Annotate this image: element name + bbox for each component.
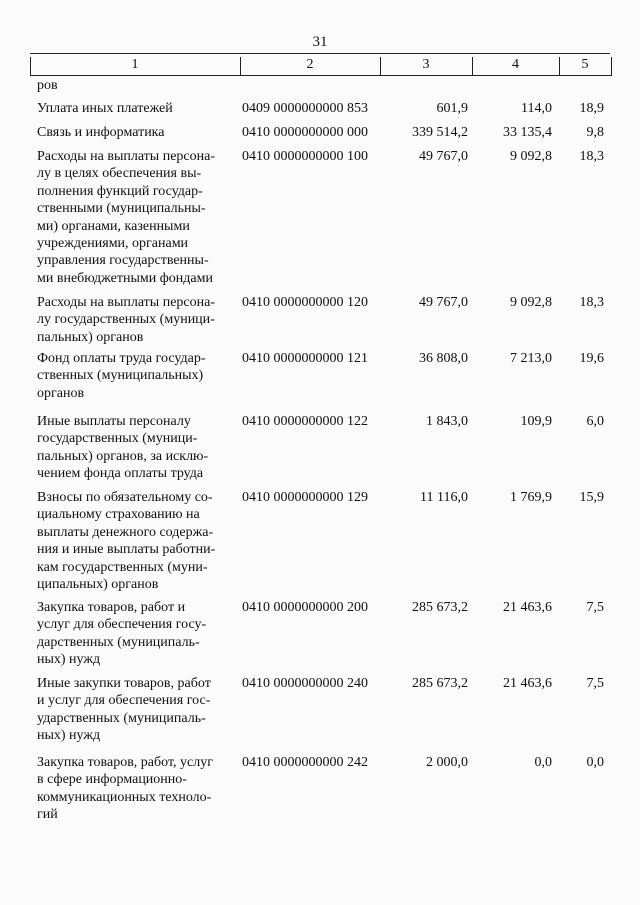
row-value-3: 285 673,2 — [412, 676, 468, 691]
row-value-4: 109,9 — [520, 414, 552, 429]
page-number: 31 — [312, 34, 328, 50]
row-value-3: 36 808,0 — [419, 351, 468, 366]
header-rule — [30, 53, 610, 54]
row-value-5: 0,0 — [586, 755, 604, 770]
row-value-4: 0,0 — [534, 755, 552, 770]
row-value-5: 7,5 — [586, 600, 604, 615]
row-value-3: 339 514,2 — [412, 125, 468, 140]
row-value-5: 9,8 — [586, 125, 604, 140]
row-code: 0410 0000000000 122 — [242, 414, 368, 429]
row-value-5: 6,0 — [586, 414, 604, 429]
row-value-3: 285 673,2 — [412, 600, 468, 615]
row-name: Закупка товаров, работ и услуг для обеспечения госу- дарственных (муниципаль- ных) нужд — [37, 600, 207, 668]
column-header-row — [0, 57, 640, 77]
row-name: Расходы на выплаты персона- лу государственных (муници- пальных) органов — [37, 295, 215, 345]
row-value-5: 15,9 — [579, 490, 604, 505]
row-value-5: 18,3 — [579, 149, 604, 164]
row-value-4: 1 769,9 — [510, 490, 552, 505]
row-name: Закупка товаров, работ, услуг в сфере информационно- коммуникационных техноло- гий — [37, 755, 213, 823]
row-value-3: 601,9 — [436, 101, 468, 116]
col-header-3: 3 — [422, 57, 430, 72]
row-value-4: 114,0 — [521, 101, 552, 116]
row-value-4: 9 092,8 — [510, 149, 552, 164]
row-name: Фонд оплаты труда государ- ственных (муниципальных) органов — [37, 351, 206, 401]
row-code: 0410 0000000000 120 — [242, 295, 368, 310]
continuation-text: ров — [37, 78, 58, 93]
col-header-4: 4 — [512, 57, 519, 72]
row-code: 0410 0000000000 200 — [242, 600, 368, 615]
row-name: Иные выплаты персоналу государственных (муници- пальных) органов, за исклю- чением фонда оплаты труда — [37, 414, 209, 482]
row-value-4: 9 092,8 — [510, 295, 552, 310]
row-value-5: 19,6 — [579, 351, 604, 366]
row-code: 0409 0000000000 853 — [242, 101, 368, 116]
row-value-3: 49 767,0 — [419, 295, 468, 310]
row-name: Связь и информатика — [37, 125, 165, 140]
row-code: 0410 0000000000 100 — [242, 149, 368, 164]
row-value-4: 33 135,4 — [503, 125, 552, 140]
row-name: Расходы на выплаты персона- лу в целях обеспечения вы- полнения функций государ- ственными (муниципальны- ми) органами, казенными учреждениями, органами управления государственны- ми внебюджетными фондами — [37, 149, 215, 286]
row-value-4: 21 463,6 — [503, 600, 552, 615]
row-value-3: 49 767,0 — [419, 149, 468, 164]
col-header-2: 2 — [306, 57, 314, 72]
row-name: Взносы по обязательному со- циальному страхованию на выплаты денежного содержа- ния и иные выплаты работни- кам государственных (муни- ципальных) органов — [37, 490, 216, 593]
row-value-4: 21 463,6 — [503, 676, 552, 691]
row-value-5: 18,9 — [579, 101, 604, 116]
col-header-5: 5 — [581, 57, 589, 72]
row-value-5: 7,5 — [586, 676, 604, 691]
row-code: 0410 0000000000 240 — [242, 676, 368, 691]
row-name: Иные закупки товаров, работ и услуг для обеспечения гос- ударственных (муниципаль- ных) нужд — [37, 676, 211, 744]
row-value-5: 18,3 — [579, 295, 604, 310]
row-value-3: 2 000,0 — [426, 755, 468, 770]
row-code: 0410 0000000000 121 — [242, 351, 368, 366]
row-value-3: 11 116,0 — [420, 490, 468, 505]
row-code: 0410 0000000000 129 — [242, 490, 368, 505]
col-header-1: 1 — [131, 57, 139, 72]
row-value-3: 1 843,0 — [426, 414, 468, 429]
row-name: Уплата иных платежей — [37, 101, 173, 116]
row-code: 0410 0000000000 242 — [242, 755, 368, 770]
row-code: 0410 0000000000 000 — [242, 125, 368, 140]
row-value-4: 7 213,0 — [510, 351, 552, 366]
